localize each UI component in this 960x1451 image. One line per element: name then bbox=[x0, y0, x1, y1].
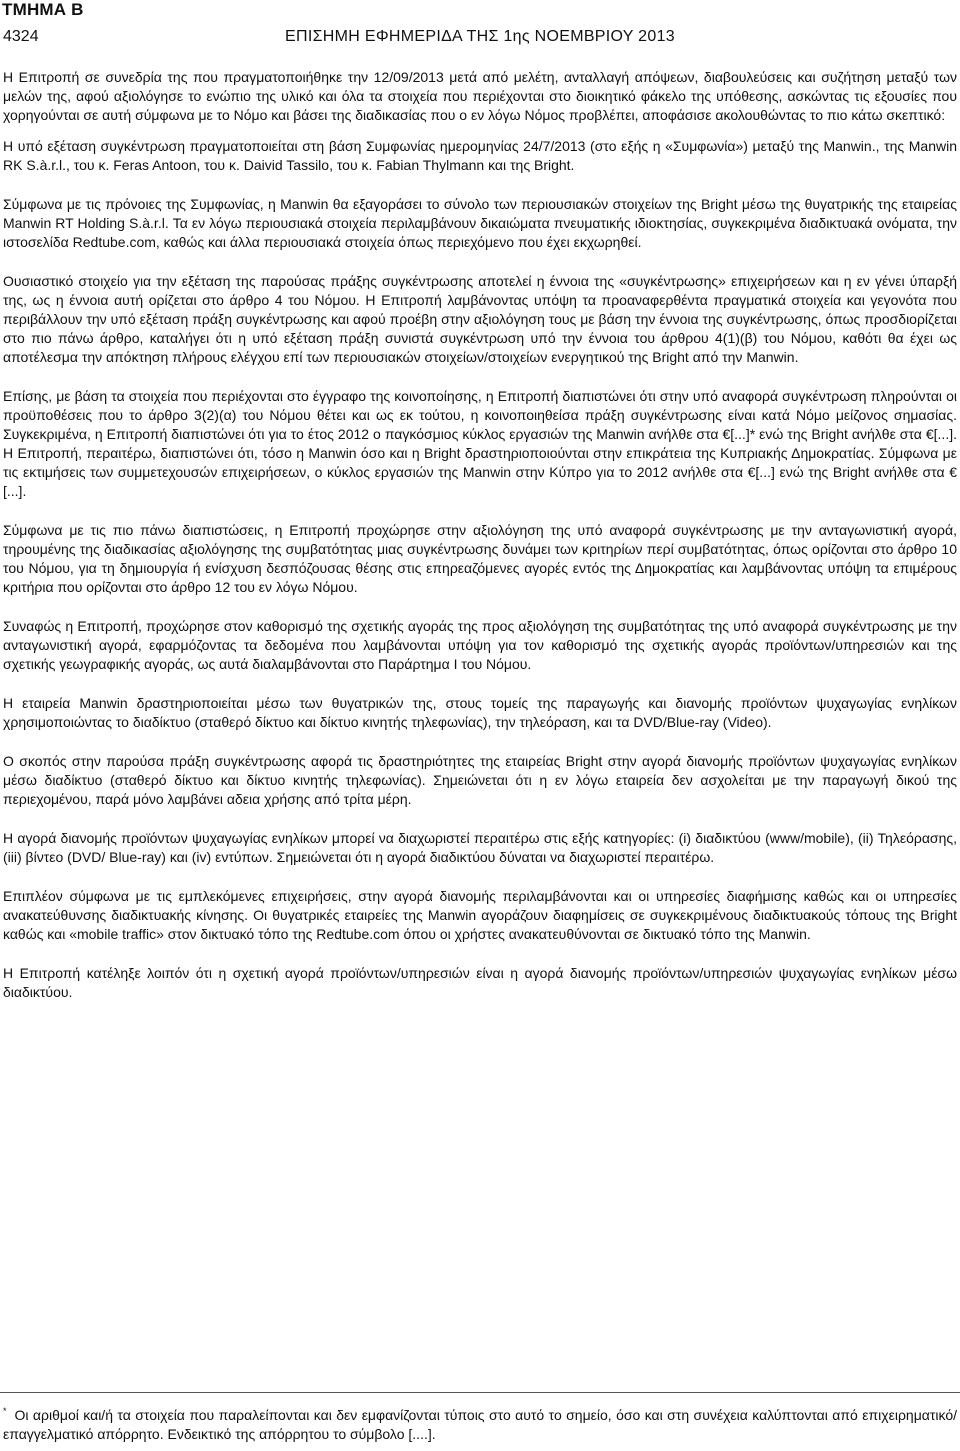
paragraph-acquisition-terms: Σύμφωνα με τις πρόνοιες της Συμφωνίας, η Manwin θα εξαγοράσει το σύνολο των περιουσιακών στοιχείων της Bright μέσω της θυγατρικής της εταιρείας Manwin RT Holding S.à.r.l. Τα εν λόγω περιουσιακά στοιχεία περιλαμβάνουν δικαιώματα πνευματικής ιδιοκτησίας, συγκεκριμένα διαδικτυακά ονόματα, την ιστοσελίδα Redtube.com, καθώς και άλλα περιουσιακά στοιχεία όπως περιεχόμενο που έχει εκχωρηθεί. bbox=[3, 196, 957, 250]
page-number: 4324 bbox=[3, 28, 39, 45]
paragraph-agreement: Η υπό εξέταση συγκέντρωση πραγματοποιείται στη βάση Συμφωνίας ημερομηνίας 24/7/2013 (στο εξής η «Συμφωνία») μεταξύ της Manwin., της Manwin RK S.à.r.l., του κ. Feras Antoon, του κ. Daivid Tassilo, του κ. Fabian Thylmann και της Bright. bbox=[3, 138, 957, 173]
paragraph-advertising-services: Επιπλέον σύμφωνα με τις εμπλεκόμενες επιχειρήσεις, στην αγορά διανομής περιλαμβάνονται και οι υπηρεσίες διαφήμισης καθώς και οι υπηρεσίες ανακατεύθυνσης διαδικτυακής κίνησης. Οι θυγατρικές εταιρείες της Manwin αγοράζουν διαφημίσεις σε συγκεκριμένους διαδικτυακούς τόπους της Bright καθώς και «mobile traffic» στον δικτυακό τόπο της Redtube.com όπου οι χρήστες ανακατευθύνονται σε δικτυακό τόπο της Manwin. bbox=[3, 888, 957, 942]
paragraph-turnover: Επίσης, με βάση τα στοιχεία που περιέχονται στο έγγραφο της κοινοποίησης, η Επιτροπή διαπιστώνει ότι στην υπό αναφορά συγκέντρωση πληρούνται οι προϋποθέσεις που το άρθρο 3(2)(α) του Νόμου θέτει και ως εκ τούτου, η κοινοποιηθείσα πράξη συγκέντρωσης είναι κατά Νόμο μείζονος σημασίας. Συγκεκριμένα, η Επιτροπή διαπιστώνει ότι για το έτος 2012 ο παγκόσμιος κύκλος εργασιών της Manwin ανήλθε στα €[...]* ενώ της Bright ανήλθε στα €[...]. Η Επιτροπή, περαιτέρω, διαπιστώνει ότι, τόσο η Manwin όσο και η Bright δραστηριοποιούνται στην επικράτεια της Κυπριακής Δημοκρατίας. Σύμφωνα με τις εκτιμήσεις των συμμετεχουσών επιχειρήσεων, ο κύκλος εργασιών της Manwin στην Κύπρο για το 2012 ανήλθε στα €[...] ενώ της Bright ανήλθε στα €[...]. bbox=[3, 388, 957, 499]
paragraph-manwin-activities: Η εταιρεία Manwin δραστηριοποιείται μέσω των θυγατρικών της, στους τομείς της παραγωγής και διανομής προϊόντων ψυχαγωγίας ενηλίκων χρησιμοποιώντας το διαδίκτυο (σταθερό δίκτυο και δίκτυο κινητής τηλεφωνίας), την τηλεόραση, και τα DVD/Blue-ray (Video). bbox=[3, 695, 957, 730]
paragraph-committee-decision: Η Επιτροπή σε συνεδρία της που πραγματοποιήθηκε την 12/09/2013 μετά από μελέτη, ανταλλαγή απόψεων, διαβουλεύσεις και συζήτηση μεταξύ των μελών της, αφού αξιολόγησε το ενώπιο της υλικό και όλα τα στοιχεία που περιέχονται στο διοικητικό φάκελο της υπόθεσης, ασκώντας τις εξουσίες που χορηγούνται σε αυτή σύμφωνα με το Νόμο και βάσει της διαδικασίας που ο εν λόγω Νόμος προβλέπει, αποφάσισε ακολουθώντας το πιο κάτω σκεπτικό: bbox=[3, 69, 957, 123]
footnote-text: Οι αριθμοί και/ή τα στοιχεία που παραλείπονται και δεν εμφανίζονται τύποις στο αυτό το σημείο, όσο και στη συνέχεια καλύπτονται από επιχειρηματικό/επαγγελματικό απόρρητο. Ενδεικτικό της απόρρητου το σύμβολο [....]. bbox=[3, 1407, 957, 1442]
footnote-divider bbox=[0, 1392, 960, 1393]
footnote bbox=[3, 1406, 957, 1444]
footnote-marker: * bbox=[3, 1406, 7, 1416]
paragraph-conclusion: Η Επιτροπή κατέληξε λοιπόν ότι η σχετική αγορά προϊόντων/υπηρεσιών είναι η αγορά διανομής προϊόντων/υπηρεσιών ψυχαγωγίας ενηλίκων μέσω διαδικτύου. bbox=[3, 965, 957, 1000]
section-label: ΤΜΗΜΑ Β bbox=[2, 0, 84, 19]
document-body bbox=[3, 68, 957, 1022]
paragraph-relevant-market: Συναφώς η Επιτροπή, προχώρησε στον καθορισμό της σχετικής αγοράς της προς αξιολόγηση της συμβατότητας της υπό αναφορά συγκέντρωσης με την ανταγωνιστική αγορά, εφαρμόζοντας τα δεδομένα που λαμβάνονται υπόψη για τον καθορισμό της σχετικής αγοράς προϊόντων/υπηρεσιών και της σχετικής γεωγραφικής αγοράς, ως αυτά διαλαμβάνονται στο Παράρτημα Ι του Νόμου. bbox=[3, 618, 957, 672]
gazette-title: ΕΠΙΣΗΜΗ ΕΦΗΜΕΡΙΔΑ ΤΗΣ 1ης ΝΟΕΜΒΡΙΟΥ 2013 bbox=[285, 28, 675, 45]
paragraph-bright-activities: Ο σκοπός στην παρούσα πράξη συγκέντρωσης αφορά τις δραστηριότητες της εταιρείας Bright στην αγορά διανομής προϊόντων ψυχαγωγίας ενηλίκων μέσω διαδίκτυο (σταθερό δίκτυο και δίκτυο κινητής τηλεφωνίας). Σημειώνεται ότι η εν λόγω εταιρεία δεν ασχολείται με την παραγωγή δικού της περιεχομένου, παρά μόνο λαμβάνει αδεια χρήσης από τρίτα μέρη. bbox=[3, 753, 957, 807]
paragraph-concentration-concept: Ουσιαστικό στοιχείο για την εξέταση της παρούσας πράξης συγκέντρωσης αποτελεί η έννοια της «συγκέντρωσης» επιχειρήσεων και η εν γένει ύπαρξή της, ως η έννοια αυτή ορίζεται στο άρθρο 4 του Νόμου. Η Επιτροπή λαμβάνοντας υπόψη τα προαναφερθέντα πραγματικά στοιχεία και γεγονότα που περιβάλλουν την υπό εξέταση πράξη συγκέντρωσης και αφού προέβη στην αξιολόγηση τους με βάση την έννοια της συγκέντρωσης, όπως προσδιορίζεται στο πιο πάνω άρθρο, καταλήγει ότι η υπό εξέταση πράξη συνιστά συγκέντρωση υπό την έννοια του άρθρου 4(1)(β) του Νόμου, καθότι θα έχει ως αποτέλεσμα την απόκτηση πλήρους ελέγχου επί των περιουσιακών στοιχείων/στοιχείων ενεργητικού της Bright από την Manwin. bbox=[3, 273, 957, 365]
paragraph-market-categories: Η αγορά διανομής προϊόντων ψυχαγωγίας ενηλίκων μπορεί να διαχωριστεί περαιτέρω στις εξής κατηγορίες: (i) διαδικτύου (www/mobile), (ii) Τηλεόρασης, (iii) βίντεο (DVD/ Blue-ray) και (iv) εντύπων. Σημειώνεται ότι η αγορά διαδικτύου δύναται να διαχωριστεί περαιτέρω. bbox=[3, 830, 957, 865]
paragraph-compatibility-assessment: Σύμφωνα με τις πιο πάνω διαπιστώσεις, η Επιτροπή προχώρησε στην αξιολόγηση της υπό αναφορά συγκέντρωσης με την ανταγωνιστική αγορά, τηρουμένης της διαδικασίας αξιολόγησης της συμβατότητας μιας συγκέντρωσης δυνάμει των κριτηρίων περί συμβατότητας, όπως ορίζονται στο άρθρο 10 του Νόμου, για τη δημιουργία ή ενίσχυση δεσπόζουσας θέσης στις επηρεαζόμενες αγορές εντός της Δημοκρατίας και λαμβάνοντας υπόψη τα επιμέρους κριτήρια που ορίζονται στο άρθρο 12 του εν λόγω Νόμου. bbox=[3, 522, 957, 595]
